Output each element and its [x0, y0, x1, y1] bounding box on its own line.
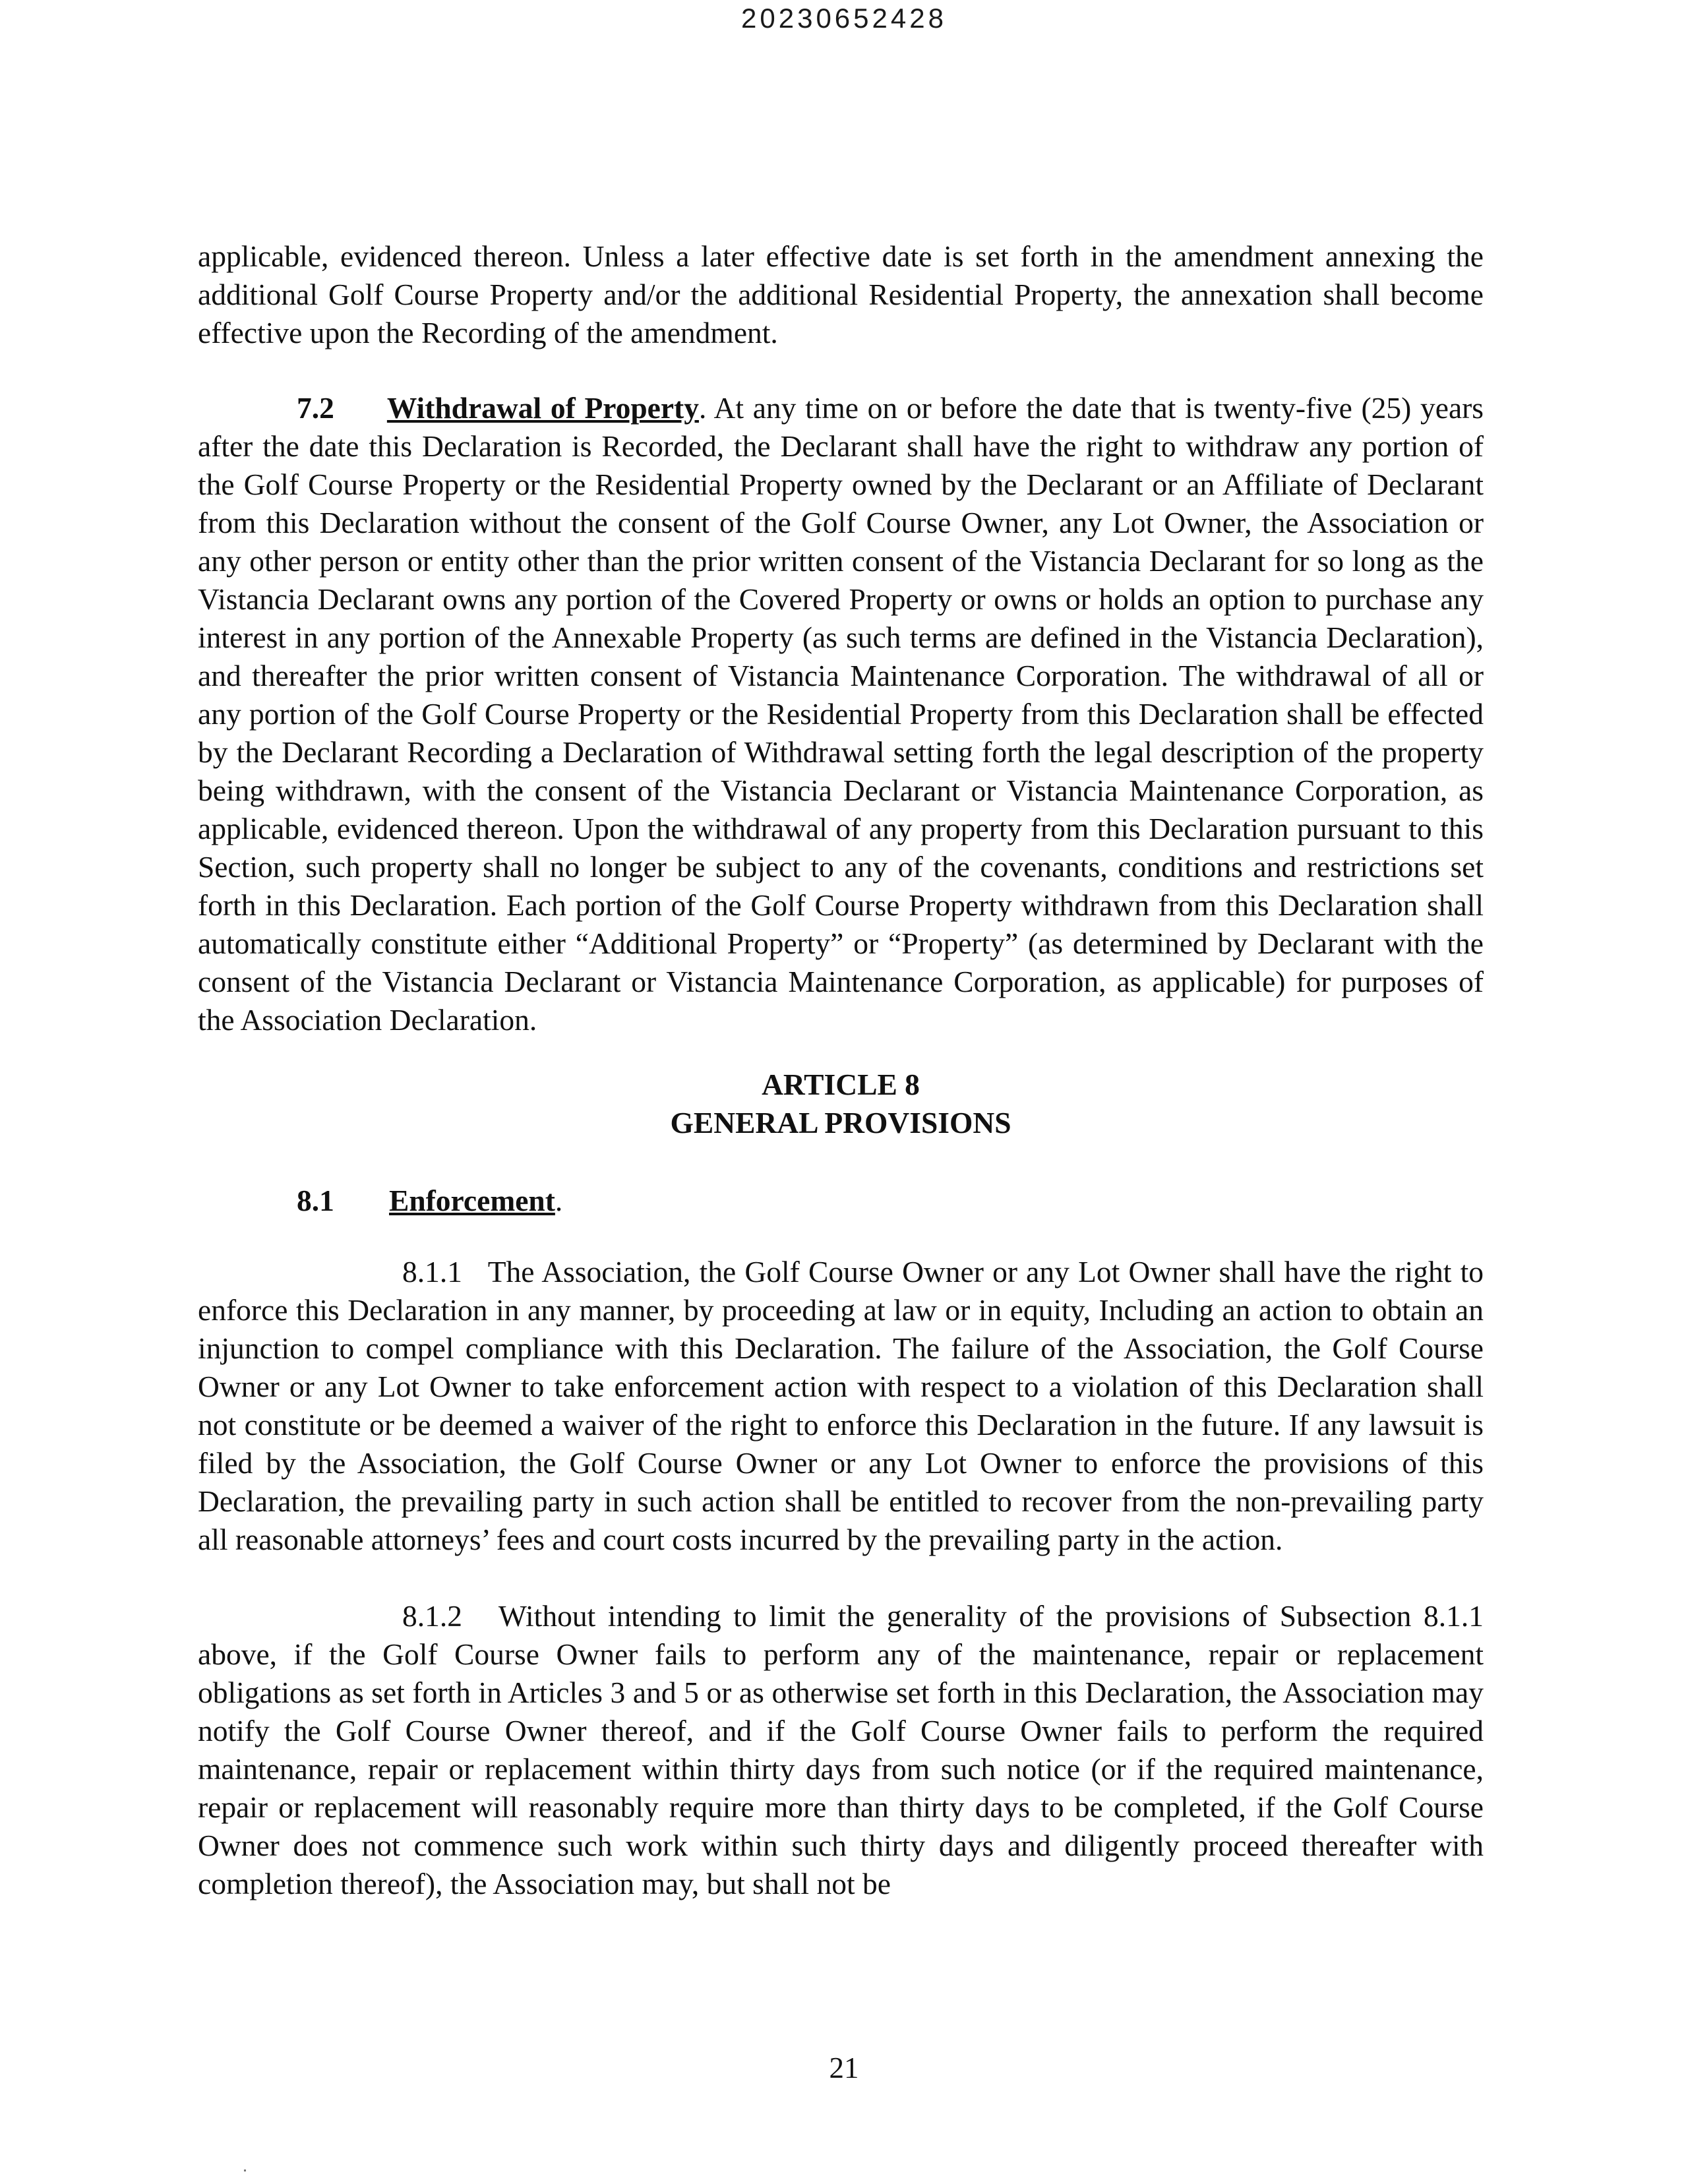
section-7-2-number: 7.2 — [297, 391, 334, 425]
section-8-1-2-paragraph — [198, 1597, 1484, 1903]
section-8-1-1-text: The Association, the Golf Course Owner or any Lot Owner shall have the right to enforce this Declaration in any manner, by proceeding at law or in equity, Including an action to obtain an injunction to compel compliance with this Declaration. The failure of the Association, the Golf Course Owner or any Lot Owner to take enforcement action with respect to a violation of this Declaration shall not constitute or be deemed a waiver of the right to enforce this Declaration in the future. If any lawsuit is filed by the Association, the Golf Course Owner or any Lot Owner to enforce the provisions of this Declaration, the prevailing party in such action shall be entitled to recover from the non-prevailing party all reasonable attorneys’ fees and court costs incurred by the prevailing party in the action. — [198, 1255, 1484, 1556]
scan-speck — [244, 2169, 246, 2171]
section-8-1-title: Enforcement — [389, 1184, 555, 1217]
section-8-1-number: 8.1 — [297, 1184, 334, 1217]
section-8-1-1-number: 8.1.1 — [402, 1255, 462, 1289]
section-8-1-suffix: . — [555, 1184, 563, 1217]
section-7-2-title: Withdrawal of Property — [386, 391, 699, 425]
section-7-2-text: . At any time on or before the date that is twenty-five (25) years after the date this Declaration is Recorded, the Declarant shall have the right to withdraw any portion of the Golf Course Property or the Residential Property owned by the Declarant or an Affiliate of Declarant from this Declaration without the consent of the Golf Course Owner, any Lot Owner, the Association or any other person or entity other than the prior written consent of the Vistancia Declarant for so long as the Vistancia Declarant owns any portion of the Covered Property or owns or holds an option to purchase any interest in any portion of the Annexable Property (as such terms are defined in the Vistancia Declaration), and thereafter the prior written consent of Vistancia Maintenance Corporation. The withdrawal of all or any portion of the Golf Course Property or the Residential Property from this Declaration shall be effected by the Declarant Recording a Declaration of Withdrawal setting forth the legal description of the property being withdrawn, with the consent of the Vistancia Declarant or Vistancia Maintenance Corporation, as applicable, evidenced thereon. Upon the withdrawal of any property from this Declaration pursuant to this Section, such property shall no longer be subject to any of the covenants, conditions and restrictions set forth in this Declaration. Each portion of the Golf Course Property withdrawn from this Declaration shall automatically constitute either “Additional Property” or “Property” (as determined by Declarant with the consent of the Vistancia Declarant or Vistancia Maintenance Corporation, as applicable) for purposes of the Association Declaration. — [198, 391, 1484, 1037]
section-8-1-2-text: Without intending to limit the generality of the provisions of Subsection 8.1.1 above, if the Golf Course Owner fails to perform any of the maintenance, repair or replacement obligations as set forth in Articles 3 and 5 or as otherwise set forth in this Declaration, the Association may notify the Golf Course Owner thereof, and if the Golf Course Owner fails to perform the required maintenance, repair or replacement within thirty days from such notice (or if the required maintenance, repair or replacement will reasonably require more than thirty days to be completed, if the Golf Course Owner does not commence such work within such thirty days and diligently proceed thereafter with completion thereof), the Association may, but shall not be — [198, 1599, 1484, 1900]
page-body — [198, 237, 1484, 1903]
article-number: ARTICLE 8 — [762, 1068, 920, 1101]
article-title: GENERAL PROVISIONS — [670, 1106, 1011, 1139]
intro-paragraph: applicable, evidenced thereon. Unless a later effective date is set forth in the amendment annexing the additional Golf Course Property and/or the additional Residential Property, the annexation shall become effective upon the Recording of the amendment. — [198, 239, 1484, 349]
document-number: 20230652428 — [741, 3, 947, 34]
section-8-1-1-paragraph — [198, 1253, 1484, 1559]
section-7-2-paragraph — [198, 389, 1484, 1039]
page-number: 21 — [829, 2051, 859, 2084]
section-8-1-2-number: 8.1.2 — [402, 1599, 462, 1633]
section-8-1-heading — [198, 1182, 1484, 1220]
